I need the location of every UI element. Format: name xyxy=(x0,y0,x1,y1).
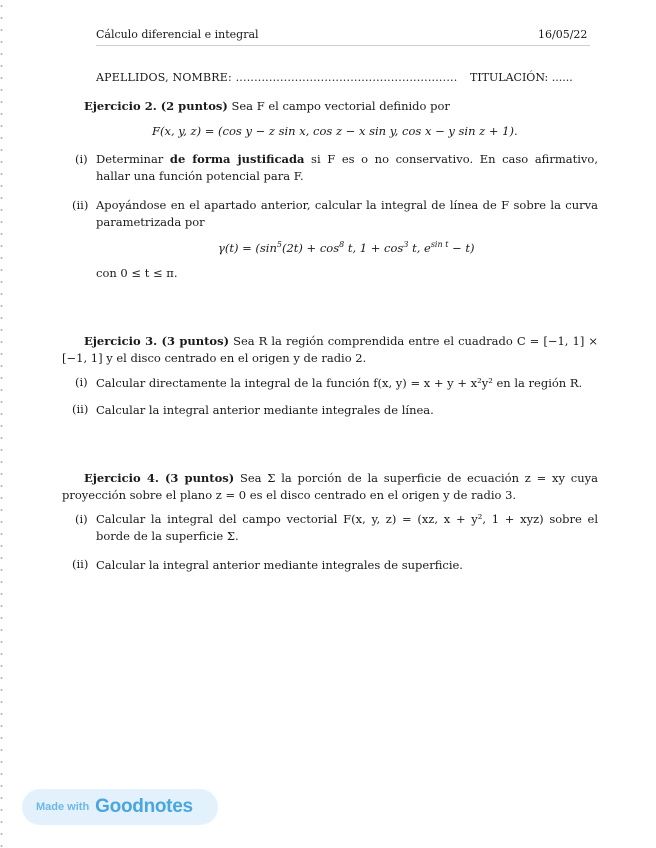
exercise-4-title: Ejercicio 4. (3 puntos) xyxy=(84,471,235,485)
exercise-4-item-2-number: (ii) xyxy=(72,557,89,571)
exercise-2-item-2: Apoyándose en el apartado anterior, calcular la integral de línea de F sobre la curva parametrizada por xyxy=(96,198,598,229)
exercise-2-item-1: Determinar de forma justificada si F es o no conservativo. En caso afirmativo, hallar una función potencial para F. xyxy=(96,152,598,183)
exercise-4-item-1: Calcular la integral del campo vectorial F(x, y, z) = (xz, x + y², 1 + xyz) sobre el borde de la superficie Σ. xyxy=(96,512,598,543)
page-edge-dots xyxy=(0,0,3,848)
exercise-3-intro: Ejercicio 3. (3 puntos) Sea R la región comprendida entre el cuadrado C = [−1, 1] × [−1, 1] y el disco centrado en el origen y de radio 2. xyxy=(62,334,598,365)
header-rule xyxy=(96,45,590,46)
exercise-3-item-2: Calcular la integral anterior mediante integrales de línea. xyxy=(96,403,434,417)
exercise-2-parameter-range: con 0 ≤ t ≤ π. xyxy=(96,266,178,280)
exercise-3-item-1: Calcular directamente la integral de la función f(x, y) = x + y + x²y² en la región R. xyxy=(96,376,583,390)
badge-prefix: Made with xyxy=(36,801,90,813)
exercise-3-item-1-number: (i) xyxy=(75,375,88,389)
exercise-2-item-1-number: (i) xyxy=(75,152,88,166)
exam-date: 16/05/22 xyxy=(538,28,588,41)
made-with-goodnotes-badge xyxy=(22,789,218,825)
degree-field-label: TITULACIÓN: ...... xyxy=(470,71,573,84)
goodnotes-logo-text: Goodnotes xyxy=(95,796,193,817)
exercise-2-curve-equation: $\gamma(t) = (\sin^5(2t) + \cos^8 t$, $1 + \cos^3 t$, $e^{sin t} - t$) xyxy=(218,240,475,255)
exercise-2-title: Ejercicio 2. (2 puntos) xyxy=(84,99,228,113)
exercise-2-item-2-number: (ii) xyxy=(72,198,89,212)
exercise-2-field-equation: F(x, y, z) = (cos y − z sin x, cos z − x sin y, cos x − y sin z + 1). xyxy=(152,124,518,138)
exercise-4-item-1-number: (i) xyxy=(75,512,88,526)
course-title: Cálculo diferencial e integral xyxy=(96,28,259,41)
exercise-4-intro: Ejercicio 4. (3 puntos) Sea Σ la porción de la superficie de ecuación z = xy cuya proyección sobre el plano z = 0 es el disco centrado en el origen y de radio 3. xyxy=(62,471,598,502)
exercise-2-intro: Ejercicio 2. (2 puntos) Sea F el campo vectorial definido por xyxy=(84,99,450,113)
exercise-3-item-2-number: (ii) xyxy=(72,402,89,416)
exercise-3-title: Ejercicio 3. (3 puntos) xyxy=(84,334,230,348)
name-field-label: APELLIDOS, NOMBRE: ............................................................ xyxy=(96,71,458,84)
exercise-4-item-2: Calcular la integral anterior mediante integrales de superficie. xyxy=(96,558,463,572)
